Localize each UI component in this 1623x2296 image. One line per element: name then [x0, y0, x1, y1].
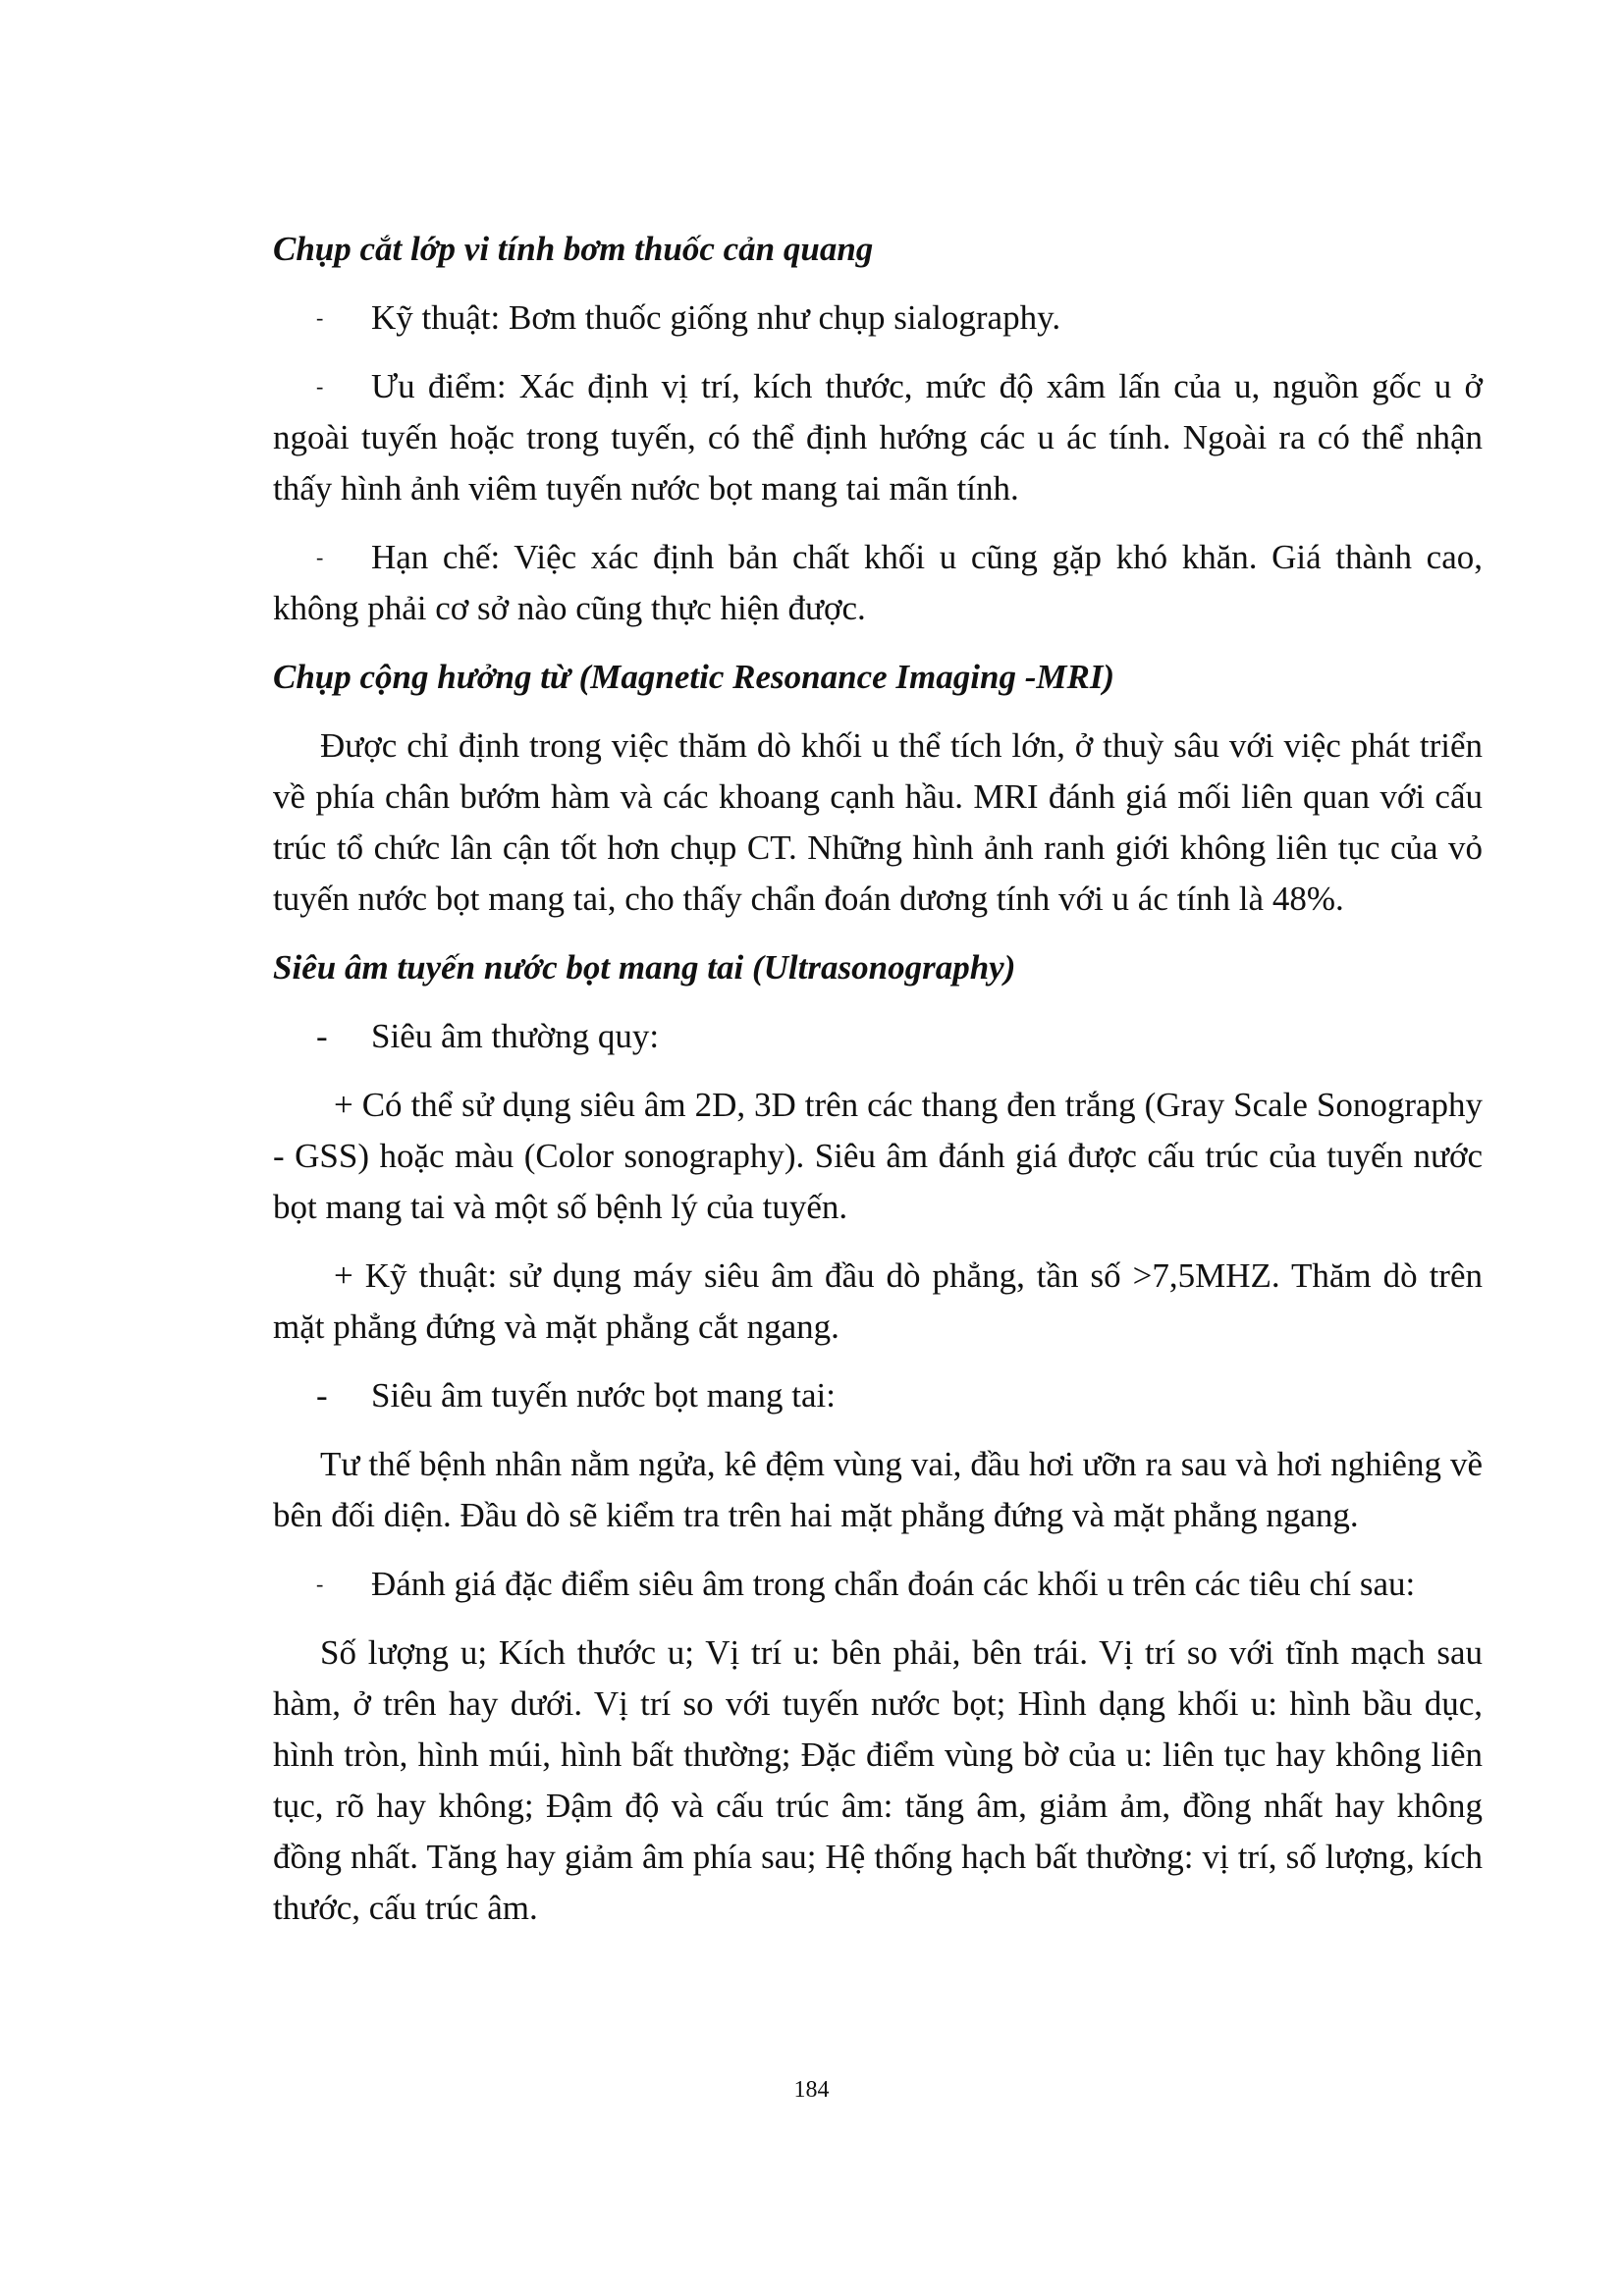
page-number: 184 — [793, 2077, 830, 2103]
section-heading-mri: Chụp cộng hưởng từ (Magnetic Resonance Imaging -MRI) — [273, 658, 1115, 696]
ct-advantage-text: Ưu điểm: Xác định vị trí, kích thước, mức độ xâm lấn của u, nguồn gốc u ở ngoài tuyến hoặc trong tuyến, có thể định hướng các u ác tính. Ngoài ra có thể nhận thấy hình ảnh viêm tuyến nước bọt mang tai mãn tính. — [273, 367, 1483, 507]
us-parotid-text: Siêu âm tuyến nước bọt mang tai: — [371, 1376, 836, 1415]
us-routine-text: Siêu âm thường quy: — [371, 1017, 660, 1055]
dash-marker: - — [316, 545, 324, 569]
us-plus-text-2: Kỹ thuật: sử dụng máy siêu âm đầu dò phẳng, tần số >7,5MHZ. Thăm dò trên mặt phẳng đứng và mặt phẳng cắt ngang. — [273, 1256, 1484, 1346]
section-heading-ct: Chụp cắt lớp vi tính bơm thuốc cản quang — [273, 230, 874, 268]
dash-marker: - — [316, 1572, 324, 1596]
ct-limitation-item — [273, 532, 1483, 634]
us-plus-text-1: Có thể sử dụng siêu âm 2D, 3D trên các thang đen trắng (Gray Scale Sonography - GSS) hoặc màu (Color sonography). Siêu âm đánh giá được cấu trúc của tuyến nước bọt mang tai và một số bệnh lý của tuyến. — [273, 1086, 1484, 1226]
us-routine-item — [273, 1011, 1483, 1062]
section-heading-ultrasound: Siêu âm tuyến nước bọt mang tai (Ultrasonography) — [273, 948, 1016, 987]
mri-body: Được chỉ định trong việc thăm dò khối u thể tích lớn, ở thuỳ sâu với việc phát triển về phía chân bướm hàm và các khoang cạnh hầu. MRI đánh giá mối liên quan với cấu trúc tổ chức lân cận tốt hơn chụp CT. Những hình ảnh ranh giới không liên tục của vỏ tuyến nước bọt mang tai, cho thấy chẩn đoán dương tính với u ác tính là 48%. — [273, 726, 1483, 918]
dash-marker: - — [316, 1376, 328, 1415]
dash-marker: - — [316, 1017, 328, 1055]
dash-marker: - — [316, 305, 324, 330]
us-plus-item-1 — [273, 1080, 1483, 1233]
ct-advantage-item — [273, 361, 1483, 514]
us-parotid-item — [273, 1370, 1483, 1421]
us-position-body: Tư thế bệnh nhân nằm ngửa, kê đệm vùng vai, đầu hơi ưỡn ra sau và hơi nghiêng về bên đối diện. Đầu dò sẽ kiểm tra trên hai mặt phẳng đứng và mặt phẳng ngang. — [273, 1445, 1483, 1534]
us-plus-item-2 — [273, 1251, 1483, 1353]
dash-marker: - — [316, 374, 324, 399]
us-criteria-body: Số lượng u; Kích thước u; Vị trí u: bên phải, bên trái. Vị trí so với tĩnh mạch sau hàm, ở trên hay dưới. Vị trí so với tuyến nước bọt; Hình dạng khối u: hình bầu dục, hình tròn, hình múi, hình bất thường; Đặc điểm vùng bờ của u: liên tục hay không liên tục, rõ hay không; Đậm độ và cấu trúc âm: tăng âm, giảm ảm, đồng nhất hay không đồng nhất. Tăng hay giảm âm phía sau; Hệ thống hạch bất thường: vị trí, số lượng, kích thước, cấu trúc âm. — [273, 1633, 1483, 1927]
page-content — [273, 224, 1483, 1951]
ct-technique-item — [273, 293, 1483, 344]
plus-marker: + — [334, 1086, 353, 1124]
ct-limitation-text: Hạn chế: Việc xác định bản chất khối u cũng gặp khó khăn. Giá thành cao, không phải cơ sở nào cũng thực hiện được. — [273, 538, 1483, 627]
plus-marker: + — [334, 1256, 353, 1295]
ct-technique-text: Kỹ thuật: Bơm thuốc giống như chụp sialography. — [371, 298, 1061, 337]
us-criteria-item — [273, 1559, 1483, 1610]
us-criteria-text: Đánh giá đặc điểm siêu âm trong chẩn đoán các khối u trên các tiêu chí sau: — [371, 1565, 1416, 1603]
